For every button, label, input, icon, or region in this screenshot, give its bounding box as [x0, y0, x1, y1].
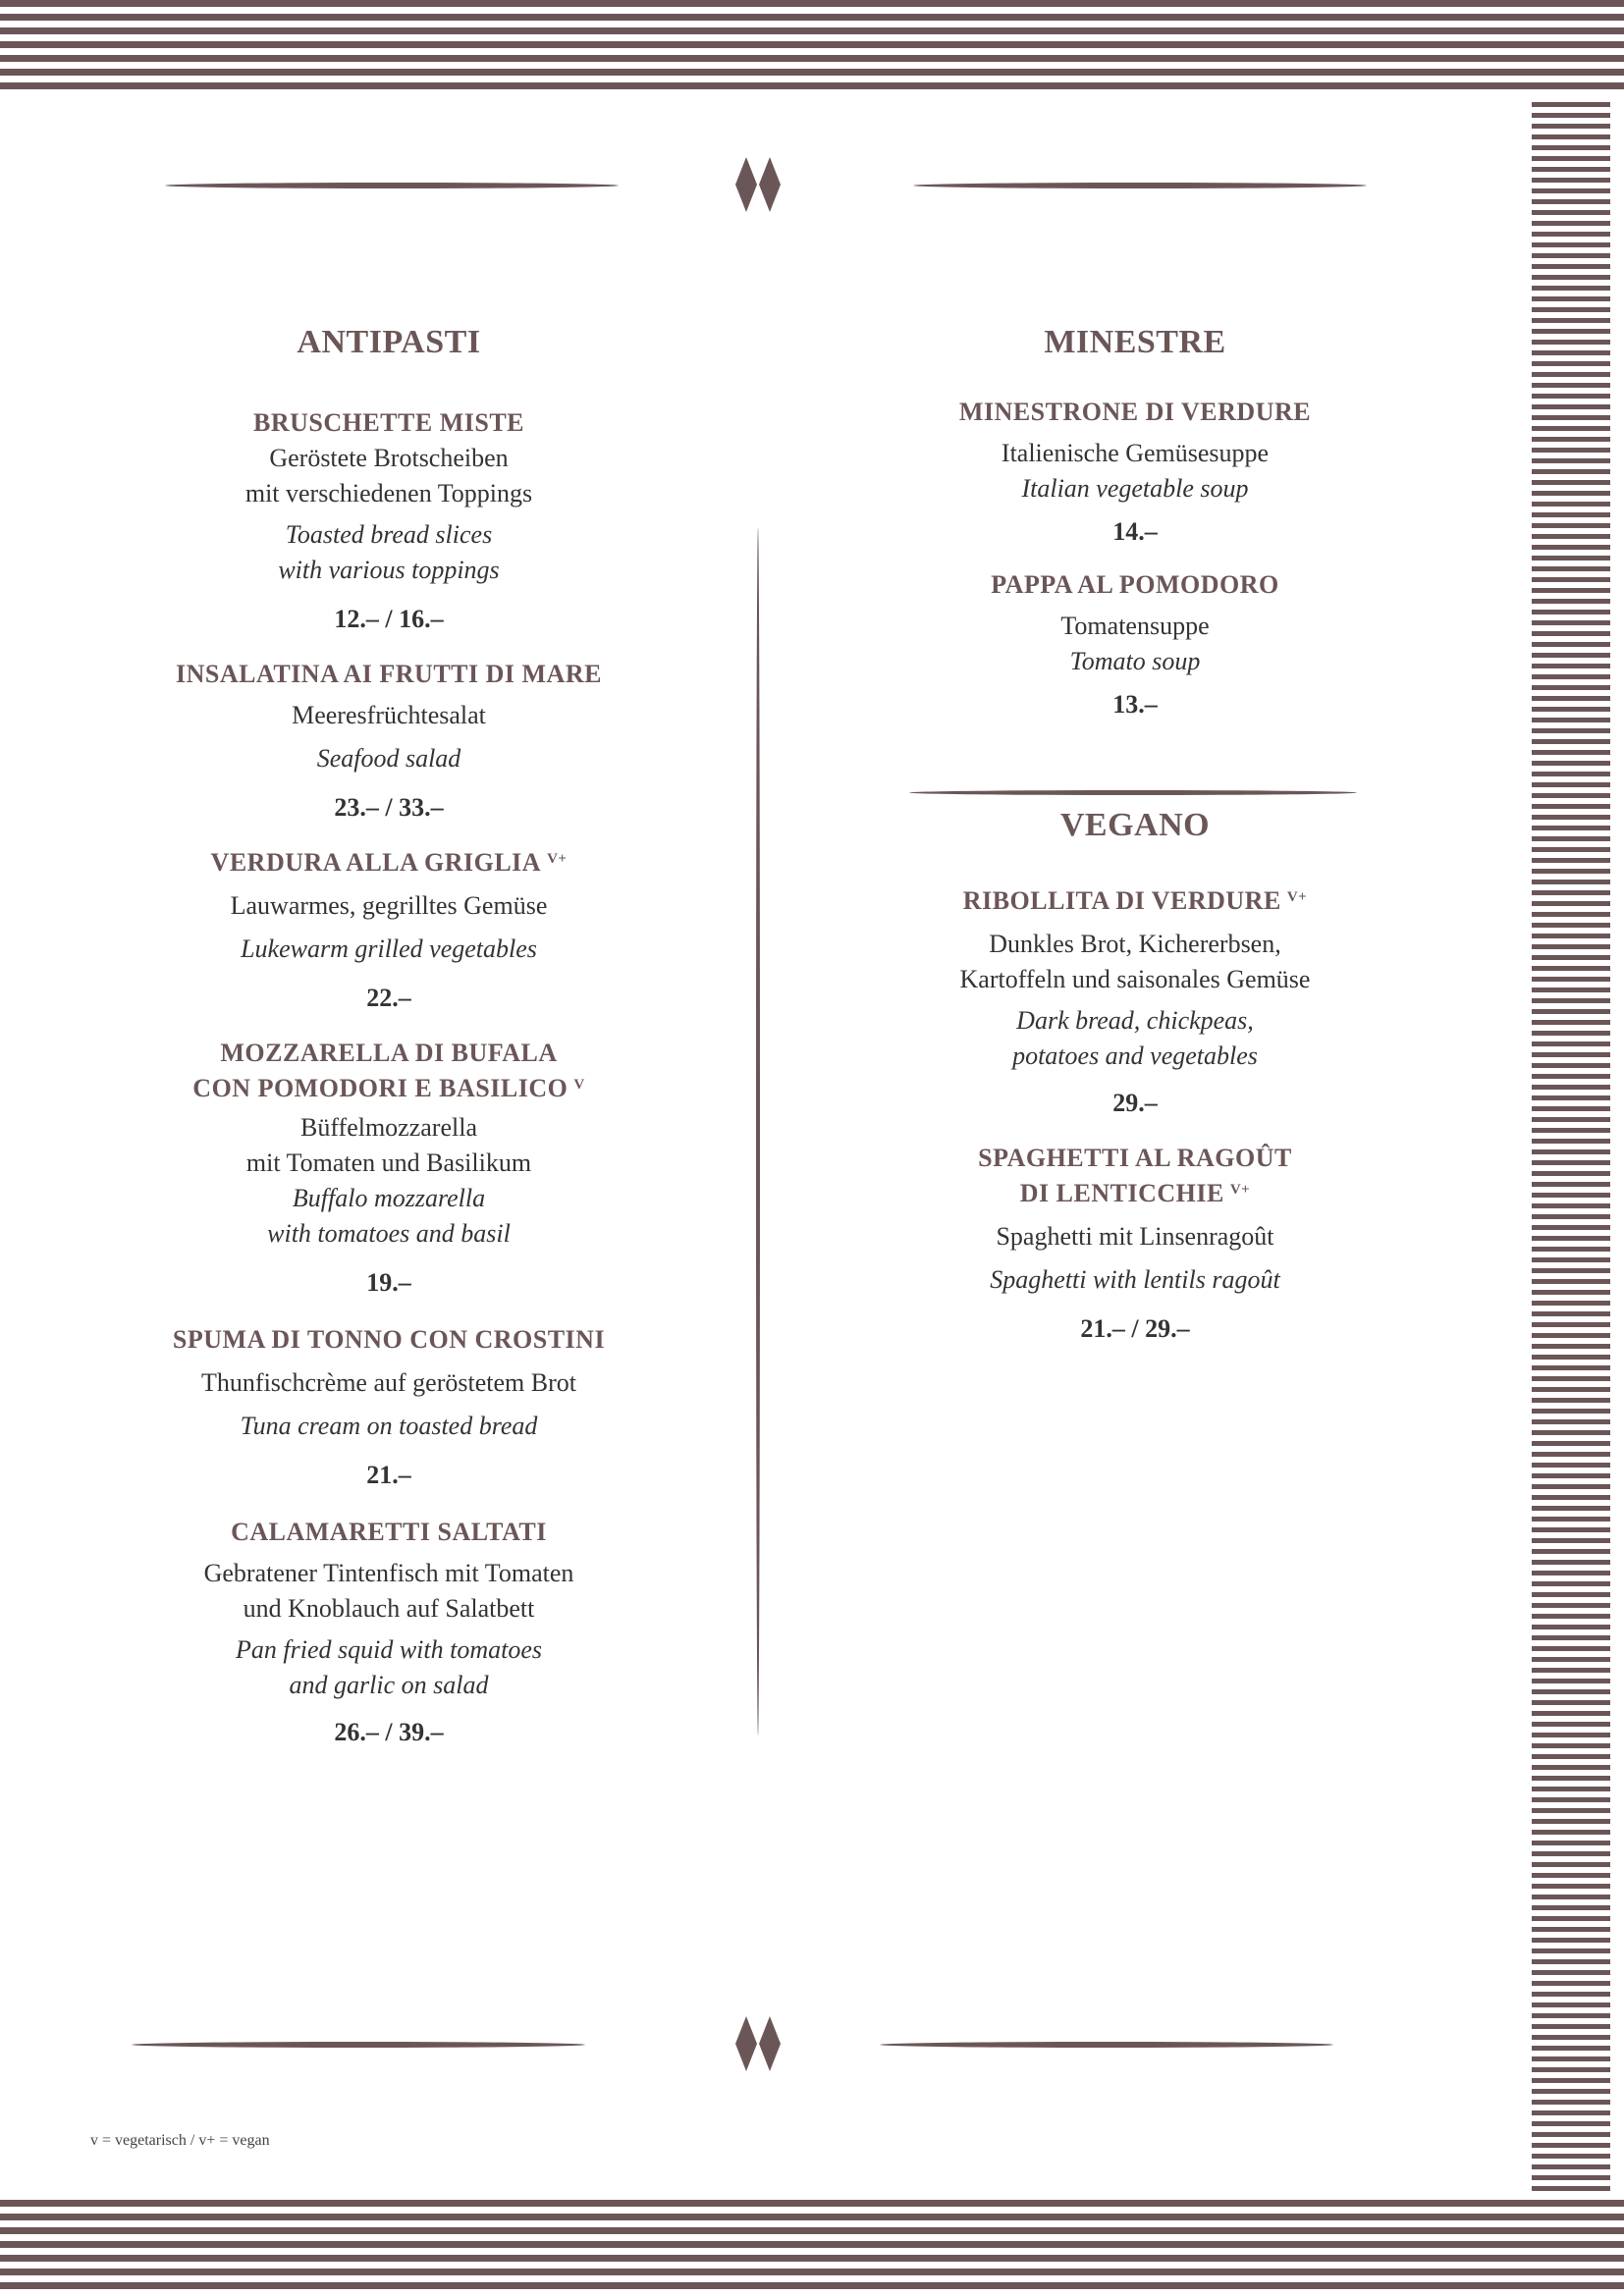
dish-desc-en: Seafood salad: [316, 744, 461, 773]
dish-desc-de: Lauwarmes, gegrilltes Gemüse: [230, 891, 548, 920]
dish-desc-de: mit Tomaten und Basilikum: [245, 1148, 532, 1177]
dish-desc-en: Buffalo mozzarella: [292, 1184, 486, 1212]
diamond-ornament-icon: [735, 157, 781, 212]
dish-name-row: [884, 883, 1386, 919]
dish-name: MOZZARELLA DI BUFALA: [220, 1039, 558, 1067]
dish-item: [137, 657, 640, 826]
dish-desc-en: with various toppings: [278, 556, 500, 584]
dish-price: 12.– / 16.–: [334, 605, 444, 633]
dish-item: [137, 845, 640, 1016]
dish-desc-en: Lukewarm grilled vegetables: [241, 934, 537, 963]
dish-desc-de: Geröstete Brotscheiben: [269, 444, 509, 472]
dish-item: [884, 395, 1386, 550]
section-title-antipasti: ANTIPASTI: [297, 324, 481, 360]
dish-desc-en: Pan fried squid with tomatoes: [236, 1635, 542, 1664]
antipasti-column: [137, 324, 640, 1750]
dish-price: 14.–: [1112, 517, 1158, 546]
dish-desc-de: Meeresfrüchtesalat: [292, 701, 486, 729]
vegetarian-mark: V: [573, 1077, 585, 1093]
section-title-minestre: MINESTRE: [1044, 324, 1226, 360]
dish-price: 21.– / 29.–: [1080, 1314, 1190, 1343]
dish-name: PAPPA AL POMODORO: [991, 570, 1279, 599]
dish-item: [884, 567, 1386, 722]
dish-desc-en: potatoes and vegetables: [1012, 1041, 1258, 1070]
diamond-ornament-bottom-icon: [735, 2016, 781, 2071]
vegan-mark: V+: [547, 851, 568, 867]
dish-desc-en: with tomatoes and basil: [267, 1219, 511, 1248]
top-left-rule: [165, 183, 619, 188]
dish-desc-en: Toasted bread slices: [285, 520, 493, 549]
dish-desc-de: Italienische Gemüsesuppe: [1001, 439, 1270, 467]
dish-name: RIBOLLITA DI VERDURE: [962, 886, 1281, 915]
dish-name-line2: DI LENTICCHIE: [1019, 1179, 1224, 1207]
dish-desc-de: Dunkles Brot, Kichererbsen,: [989, 930, 1281, 958]
section-title-vegano: VEGANO: [1059, 807, 1211, 843]
vegan-mark: V+: [1286, 889, 1308, 905]
dish-desc-de: und Knoblauch auf Salatbett: [243, 1594, 535, 1623]
bottom-right-rule: [880, 2042, 1333, 2048]
legend-footnote: v = vegetarisch / v+ = vegan: [90, 2132, 270, 2149]
dish-price: 23.– / 33.–: [334, 793, 444, 822]
dish-desc-de: Kartoffeln und saisonales Gemüse: [959, 965, 1311, 993]
dish-item: [884, 1141, 1386, 1347]
minestre-column: [884, 324, 1386, 1347]
dish-name-line2: CON POMODORI E BASILICO: [192, 1074, 568, 1102]
dish-name-row: [137, 1071, 640, 1106]
top-stripes: [0, 0, 1624, 96]
dish-name: INSALATINA AI FRUTTI DI MARE: [176, 660, 602, 688]
dish-item: [884, 883, 1386, 1121]
vegan-mark: V+: [1229, 1182, 1251, 1198]
dish-item: [137, 1515, 640, 1750]
dish-desc-de: mit verschiedenen Toppings: [244, 479, 533, 507]
dish-name: SPUMA DI TONNO CON CROSTINI: [172, 1325, 606, 1354]
dish-price: 13.–: [1112, 690, 1158, 719]
dish-desc-de: Büffelmozzarella: [300, 1113, 477, 1142]
dish-name-row: [884, 1176, 1386, 1211]
dish-item: [137, 1036, 640, 1301]
dish-desc-en: Dark bread, chickpeas,: [1016, 1006, 1254, 1035]
dish-price: 22.–: [366, 984, 411, 1012]
dish-price: 26.– / 39.–: [334, 1718, 444, 1746]
dish-item: [137, 1322, 640, 1493]
bottom-stripes: [0, 2200, 1624, 2296]
dish-desc-en: Italian vegetable soup: [1021, 474, 1249, 503]
side-stripes: [1532, 102, 1610, 2193]
dish-desc-en: Tomato soup: [1069, 647, 1201, 675]
dish-desc-de: Gebratener Tintenfisch mit Tomaten: [203, 1559, 574, 1587]
dish-price: 21.–: [366, 1461, 411, 1489]
dish-price: 29.–: [1112, 1089, 1158, 1117]
dish-desc-de: Tomatensuppe: [1060, 612, 1210, 640]
dish-item: [137, 405, 640, 637]
dish-name: SPAGHETTI AL RAGOÛT: [978, 1144, 1292, 1172]
center-divider: [756, 528, 760, 1735]
dish-name: VERDURA ALLA GRIGLIA: [210, 848, 542, 877]
dish-desc-de: Thunfischcrème auf geröstetem Brot: [201, 1368, 576, 1397]
dish-desc-en: Tuna cream on toasted bread: [240, 1412, 538, 1440]
dish-name: BRUSCHETTE MISTE: [252, 408, 525, 437]
dish-desc-en: and garlic on salad: [289, 1671, 489, 1699]
dish-desc-de: Spaghetti mit Linsenragoût: [996, 1222, 1274, 1251]
dish-name: MINESTRONE DI VERDURE: [958, 398, 1312, 426]
dish-name: CALAMARETTI SALTATI: [231, 1518, 547, 1546]
bottom-left-rule: [132, 2042, 585, 2048]
dish-name-row: [137, 845, 640, 881]
dish-desc-en: Spaghetti with lentils ragoût: [990, 1265, 1280, 1294]
top-right-rule: [913, 183, 1367, 188]
dish-price: 19.–: [366, 1268, 411, 1297]
